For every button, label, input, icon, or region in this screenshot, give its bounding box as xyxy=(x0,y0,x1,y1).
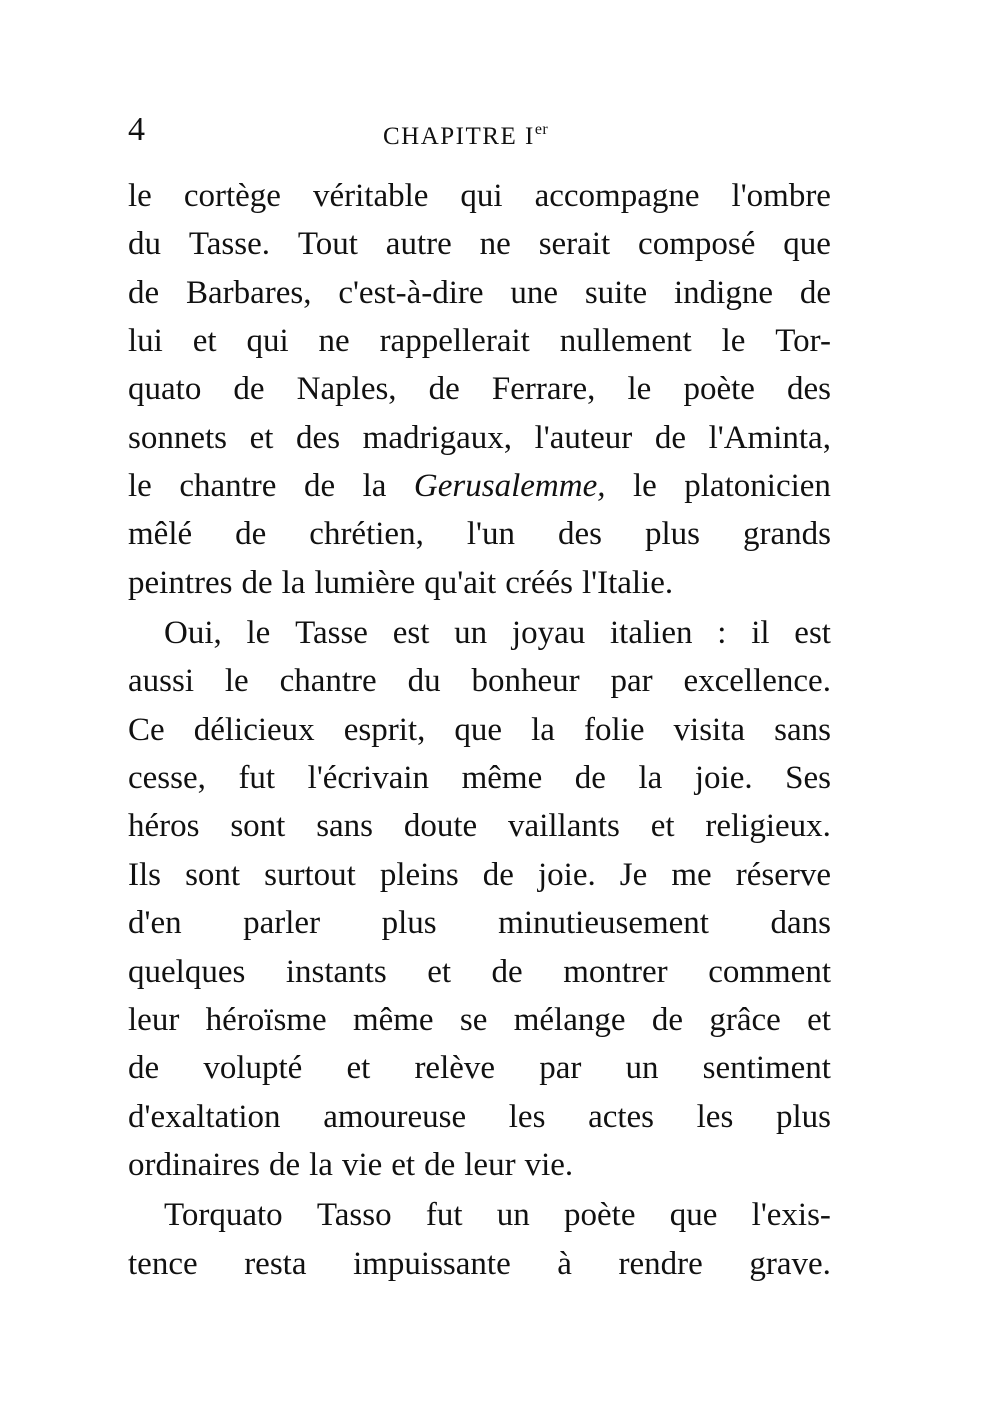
word: Ferrare, xyxy=(491,371,596,408)
word: le xyxy=(627,371,652,408)
word: rappellerait xyxy=(379,323,530,360)
word: montrer xyxy=(563,953,668,990)
word: surtout xyxy=(264,856,356,893)
word: relève xyxy=(414,1050,496,1087)
word: peintres xyxy=(128,564,233,601)
word: du xyxy=(128,226,161,263)
word: Torquato xyxy=(164,1197,283,1234)
word: plus xyxy=(644,516,700,553)
text-line xyxy=(128,851,831,899)
word: vaillants xyxy=(508,808,620,845)
word: l'Italie. xyxy=(581,564,674,601)
word: est xyxy=(392,615,430,652)
word: de xyxy=(428,371,460,408)
word: qui xyxy=(246,323,289,360)
word: resta xyxy=(244,1245,307,1282)
word: minutieusement xyxy=(498,905,709,942)
word: italien xyxy=(610,615,693,652)
word: lumière xyxy=(314,564,416,601)
text-line xyxy=(128,1044,831,1092)
text-line xyxy=(128,706,831,754)
word: suite xyxy=(584,274,648,311)
word: fut xyxy=(238,760,276,797)
word: Ses xyxy=(785,760,831,797)
word: par xyxy=(610,663,653,700)
word: des xyxy=(787,371,831,408)
word: de xyxy=(241,564,273,601)
text-line xyxy=(128,996,831,1044)
word: joie. xyxy=(537,856,596,893)
word: héros xyxy=(128,808,200,845)
word: de xyxy=(654,419,686,456)
word: leur xyxy=(464,1146,516,1183)
word: amoureuse xyxy=(323,1098,467,1135)
word: qui xyxy=(460,178,503,214)
text-line xyxy=(128,220,831,268)
text-line xyxy=(128,1191,831,1239)
text-line xyxy=(128,657,831,705)
word: délicieux xyxy=(193,711,315,748)
word: d'en xyxy=(128,905,182,942)
word: excellence. xyxy=(683,663,831,700)
text-line xyxy=(128,510,831,558)
word: la xyxy=(309,1146,333,1183)
text-line xyxy=(128,317,831,365)
word: du xyxy=(407,663,441,700)
word: à xyxy=(557,1245,572,1282)
word: de xyxy=(235,516,267,553)
text-line xyxy=(128,365,831,413)
word: d'exaltation xyxy=(128,1098,281,1135)
word: l'un xyxy=(466,516,515,553)
word: par xyxy=(539,1050,582,1087)
word: une xyxy=(510,274,559,311)
word: l'écrivain xyxy=(307,760,430,797)
word: madrigaux, xyxy=(362,419,513,456)
word: de xyxy=(424,1146,456,1183)
word: : xyxy=(717,615,727,652)
word: autre xyxy=(385,226,452,263)
word: sentiment xyxy=(702,1050,831,1087)
word: bonheur xyxy=(471,663,580,700)
word: les xyxy=(696,1098,734,1135)
word: un xyxy=(625,1050,659,1087)
word: tence xyxy=(128,1245,198,1282)
word: que xyxy=(454,711,503,748)
word-group xyxy=(709,414,831,462)
word: le xyxy=(721,323,746,360)
word: même xyxy=(461,760,543,797)
word: de xyxy=(491,953,523,990)
word: Ils xyxy=(128,856,161,893)
word: de xyxy=(799,274,831,311)
word: le xyxy=(128,178,152,214)
word: Gerusalemme, xyxy=(413,468,606,505)
chapter-label: CHAPITRE I xyxy=(383,123,535,150)
word: quato xyxy=(128,371,202,408)
word: visita xyxy=(673,711,746,748)
text-line xyxy=(128,269,831,317)
word: de xyxy=(482,856,514,893)
word: le xyxy=(224,663,249,700)
word: fut xyxy=(425,1197,463,1234)
chapter-heading xyxy=(383,108,548,159)
word: parler xyxy=(243,905,321,942)
word: Tasse. xyxy=(188,226,270,263)
word: et xyxy=(391,1146,416,1183)
word: de xyxy=(268,1146,301,1183)
word: Aminta, xyxy=(723,419,831,456)
text-line xyxy=(128,1240,831,1288)
word: vie. xyxy=(524,1146,574,1183)
word: et xyxy=(192,323,217,360)
text-line xyxy=(128,948,831,996)
word: mélange xyxy=(513,1001,626,1038)
word: même xyxy=(352,1001,434,1038)
word: joyau xyxy=(511,615,586,652)
word: le xyxy=(632,468,657,505)
word: esprit, xyxy=(343,711,426,748)
word: sonnets xyxy=(128,419,227,456)
word: la xyxy=(362,468,387,505)
word: instants xyxy=(285,953,387,990)
word: et xyxy=(650,808,675,845)
text-line xyxy=(128,802,831,850)
text-line xyxy=(128,559,831,607)
word: serait xyxy=(538,226,611,263)
text-line xyxy=(128,1141,831,1189)
word: et xyxy=(346,1050,371,1087)
word: le xyxy=(246,615,271,652)
word: vie xyxy=(341,1146,383,1183)
word: volupté xyxy=(203,1050,303,1087)
word: chantre xyxy=(179,468,277,505)
word: sans xyxy=(774,711,831,748)
word: un xyxy=(454,615,488,652)
running-header xyxy=(128,108,831,152)
word: accompagne xyxy=(534,178,700,214)
word: grands xyxy=(742,516,831,553)
word: et xyxy=(807,1001,831,1038)
word: sans xyxy=(316,808,374,845)
word: Tasso xyxy=(316,1197,392,1234)
word: l'exis- xyxy=(751,1197,831,1234)
word: doute xyxy=(403,808,478,845)
word: indigne xyxy=(674,274,773,311)
word: plus xyxy=(381,905,437,942)
word: actes xyxy=(588,1098,655,1135)
word: qu'ait xyxy=(424,564,497,601)
page-number: 4 xyxy=(128,111,145,148)
word: de xyxy=(233,371,265,408)
word: composé xyxy=(638,226,756,263)
word: de xyxy=(128,274,160,311)
word: folie xyxy=(584,711,645,748)
word: l'ombre xyxy=(731,178,831,214)
word: sont xyxy=(185,856,241,893)
word: chrétien, xyxy=(309,516,424,553)
word: quelques xyxy=(128,953,246,990)
word: impuissante xyxy=(353,1245,511,1282)
word: mêlé xyxy=(128,516,193,553)
word: est xyxy=(794,615,831,652)
word: poète xyxy=(683,371,755,408)
word: aussi xyxy=(128,663,194,700)
word: Tor- xyxy=(775,323,831,360)
word: dans xyxy=(770,905,831,942)
word: ordinaires xyxy=(128,1146,260,1183)
word: ne xyxy=(479,226,511,263)
word: héroïsme xyxy=(205,1001,327,1038)
text-line xyxy=(128,1093,831,1141)
word: joie. xyxy=(694,760,753,797)
word: rendre xyxy=(618,1245,703,1282)
text-line xyxy=(128,462,831,510)
word: l'auteur xyxy=(534,419,633,456)
word: Barbares, xyxy=(185,274,312,311)
word: c'est-à-dire xyxy=(338,274,484,311)
word: des xyxy=(557,516,602,553)
word: se xyxy=(459,1001,488,1038)
word: l' xyxy=(708,419,724,456)
word: des xyxy=(296,419,341,456)
body-text xyxy=(128,172,831,1288)
word: plus xyxy=(775,1098,831,1135)
word: grave. xyxy=(749,1245,831,1282)
word: un xyxy=(496,1197,530,1234)
word: la xyxy=(638,760,663,797)
word: grâce xyxy=(709,1001,781,1038)
word: ne xyxy=(318,323,350,360)
word: poète xyxy=(564,1197,636,1234)
word: Je xyxy=(619,856,648,893)
word: créés xyxy=(505,564,573,601)
word: le xyxy=(128,468,152,505)
word: Tasse xyxy=(295,615,368,652)
word: religieux. xyxy=(705,808,831,845)
word: il xyxy=(751,615,770,652)
word: platonicien xyxy=(684,468,831,505)
text-line xyxy=(128,899,831,947)
word: et xyxy=(249,419,274,456)
word: chantre xyxy=(279,663,377,700)
word: de xyxy=(651,1001,683,1038)
word: la xyxy=(531,711,555,748)
word: de xyxy=(574,760,606,797)
word: Oui, xyxy=(164,615,222,652)
word: nullement xyxy=(559,323,692,360)
word: lui xyxy=(128,323,163,360)
word: réserve xyxy=(735,856,831,893)
word: Naples, xyxy=(296,371,397,408)
text-line xyxy=(128,414,831,462)
word: de xyxy=(303,468,336,505)
text-line xyxy=(128,172,831,220)
word: cesse, xyxy=(128,760,206,797)
word: de xyxy=(128,1050,160,1087)
word: cortège xyxy=(183,178,281,214)
word: pleins xyxy=(379,856,459,893)
chapter-ordinal-suffix: er xyxy=(534,121,549,138)
text-line xyxy=(128,754,831,802)
word: que xyxy=(669,1197,718,1234)
word: et xyxy=(427,953,452,990)
word: les xyxy=(508,1098,546,1135)
word: comment xyxy=(708,953,831,990)
word: Tout xyxy=(297,226,358,263)
text-line xyxy=(128,609,831,657)
word: leur xyxy=(128,1001,180,1038)
word: me xyxy=(671,856,712,893)
word: la xyxy=(281,564,306,601)
word: sont xyxy=(230,808,286,845)
word: véritable xyxy=(312,178,429,214)
word: que xyxy=(783,226,831,263)
word: Ce xyxy=(128,711,165,748)
